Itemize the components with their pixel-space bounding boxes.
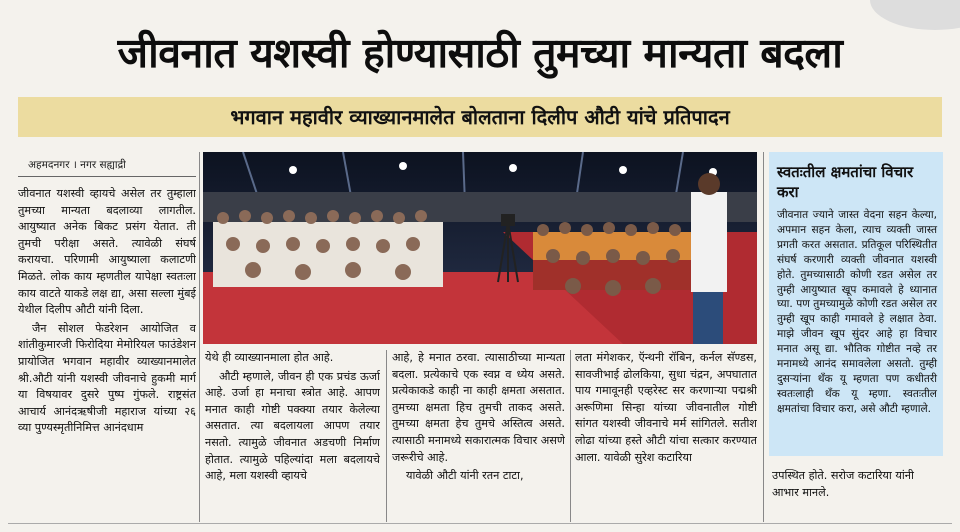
bottom-rule <box>8 523 952 524</box>
paragraph: जैन सोशल फेडरेशन आयोजित व शांतीकुमारजी फिरोदिया मेमोरियल फाउंडेशन प्रायोजित भगवान महावीर व्याख्यानमालेत श्री.औटी यांनी यशस्वी जीवनाचे हुकमी मार्ग या विषयावर दुसरे पुष्प गुंफले. राष्ट्रसंत आचार्य आनंदऋषीजी महाराज यांच्या २६ व्या पुण्यस्मृतीनिमित्त आनंदधाम <box>18 321 196 435</box>
paragraph: लता मंगेशकर, ऍन्थनी रॉबिन, कर्नल सॅण्डस, सावजीभाई ढोलकिया, सुधा चंद्रन, अपघातात पाय गमावूनही एव्हरेस्ट सर करणाऱ्या पद्मश्री अरूणिमा सिन्हा यांच्या जीवनातील गोष्टी सांगत यशस्वी जीवनाचे मर्म सांगितले. सतीश लोढा यांच्या हस्ते औटी यांचा सत्कार करण्यात आला. यावेळी सुरेश कटारिया <box>575 351 757 464</box>
paragraph: येथे ही व्याख्यानमाला होत आहे. <box>205 351 334 364</box>
column-rule <box>763 152 764 522</box>
article-column-2 <box>205 350 380 520</box>
paragraph: यावेळी औटी यांनी रतन टाटा, <box>406 469 524 483</box>
paragraph: जीवनात यशस्वी व्हायचे असेल तर तुम्हाला तुमच्या मान्यता बदलाव्या लागतील. आयुष्यात अनेक बिकट प्रसंग येतात. ती तुमची परीक्षा असते. त्यावेळी संघर्ष करायचा. परिणामी आयुष्याला कलाटणी मिळते. लोक काय म्हणतील यापेक्षा स्वतःला काय वाटते याकडे लक्ष द्या, असा सल्ला मुंबई येथील दिलीप औटी यांनी दिला. <box>18 187 196 317</box>
paragraph: आहे, हे मनात ठरवा. त्यासाठीच्या मान्यता बदला. प्रत्येकाचे एक स्वप्न व ध्येय असते. प्रत्येकाकडे काही ना काही क्षमता असतात. तुमच्या क्षमता हिच तुमची ताकद असते. तुमच्या क्षमता हेच तुमचे अस्तित्व असते. त्यासाठी मनामध्ये सकारात्मक विचार असणे जरूरीचे आहे. <box>392 351 565 464</box>
column-rule <box>199 152 200 522</box>
article-column-4 <box>575 350 757 520</box>
sidebar-title: स्वतःतील क्षमतांचा विचार करा <box>777 163 914 201</box>
paragraph: औटी म्हणाले, जीवन ही एक प्रचंड ऊर्जा आहे. उर्जा हा मनाचा स्त्रोत आहे. आपण मनात काही गोष्टी पक्क्या तयार केलेल्या असतात. त्या बदलायला आपण तयार नसतो. त्यामुळे जीवनात अडचणी निर्माण होतात. त्यामुळे पहिल्यांदा मला बदलायचे आहे, मला यशस्वी व्हायचे <box>205 369 380 483</box>
headline: जीवनात यशस्वी होण्यासाठी तुमच्या मान्यता बदला <box>117 29 843 77</box>
column-rule <box>386 350 387 522</box>
dateline-rule <box>18 176 196 177</box>
article-column-1 <box>18 186 196 520</box>
sidebar-box <box>769 152 943 456</box>
sidebar-body: जीवनात ज्याने जास्त वेदना सहन केल्या, अपमान सहन केला, त्याच व्यक्ती जास्त प्रगती करत असतात. प्रतिकूल परिस्थितीत संघर्ष करणारी व्यक्ती जीवनात यशस्वी होते. तुमच्यासाठी कोणी रडत असेल तर तुम्ही आयुष्यात खूप कमावले हे ध्यानात घ्या. पण तुमच्यामुळे कोणी रडत असेल तर तुम्ही खूप काही गमावले हे लक्षात ठेवा. माझे जीवन खूप सुंदर आहे हा विचार मनात असू द्या. भौतिक गोष्टीत नव्हे तर मनामध्ये आनंद समावलेला असतो. तुम्ही दुसऱ्यांना थँक यू म्हणता पण कधीतरी स्वतःलाही थँक यू म्हणा. स्वतःतील क्षमतांचा विचार करा, असे औटी म्हणाले. <box>777 209 937 415</box>
article-tail: उपस्थित होते. सरोज कटारिया यांनी आभार मानले. <box>772 469 914 499</box>
event-photo <box>203 152 757 344</box>
audience-photo-illustration <box>203 152 757 344</box>
column-rule <box>570 350 571 522</box>
article-column-3 <box>392 350 565 520</box>
subheadline: भगवान महावीर व्याख्यानमालेत बोलताना दिलीप औटी यांचे प्रतिपादन <box>18 97 942 137</box>
dateline: अहमदनगर । नगर सह्याद्री <box>28 159 126 171</box>
